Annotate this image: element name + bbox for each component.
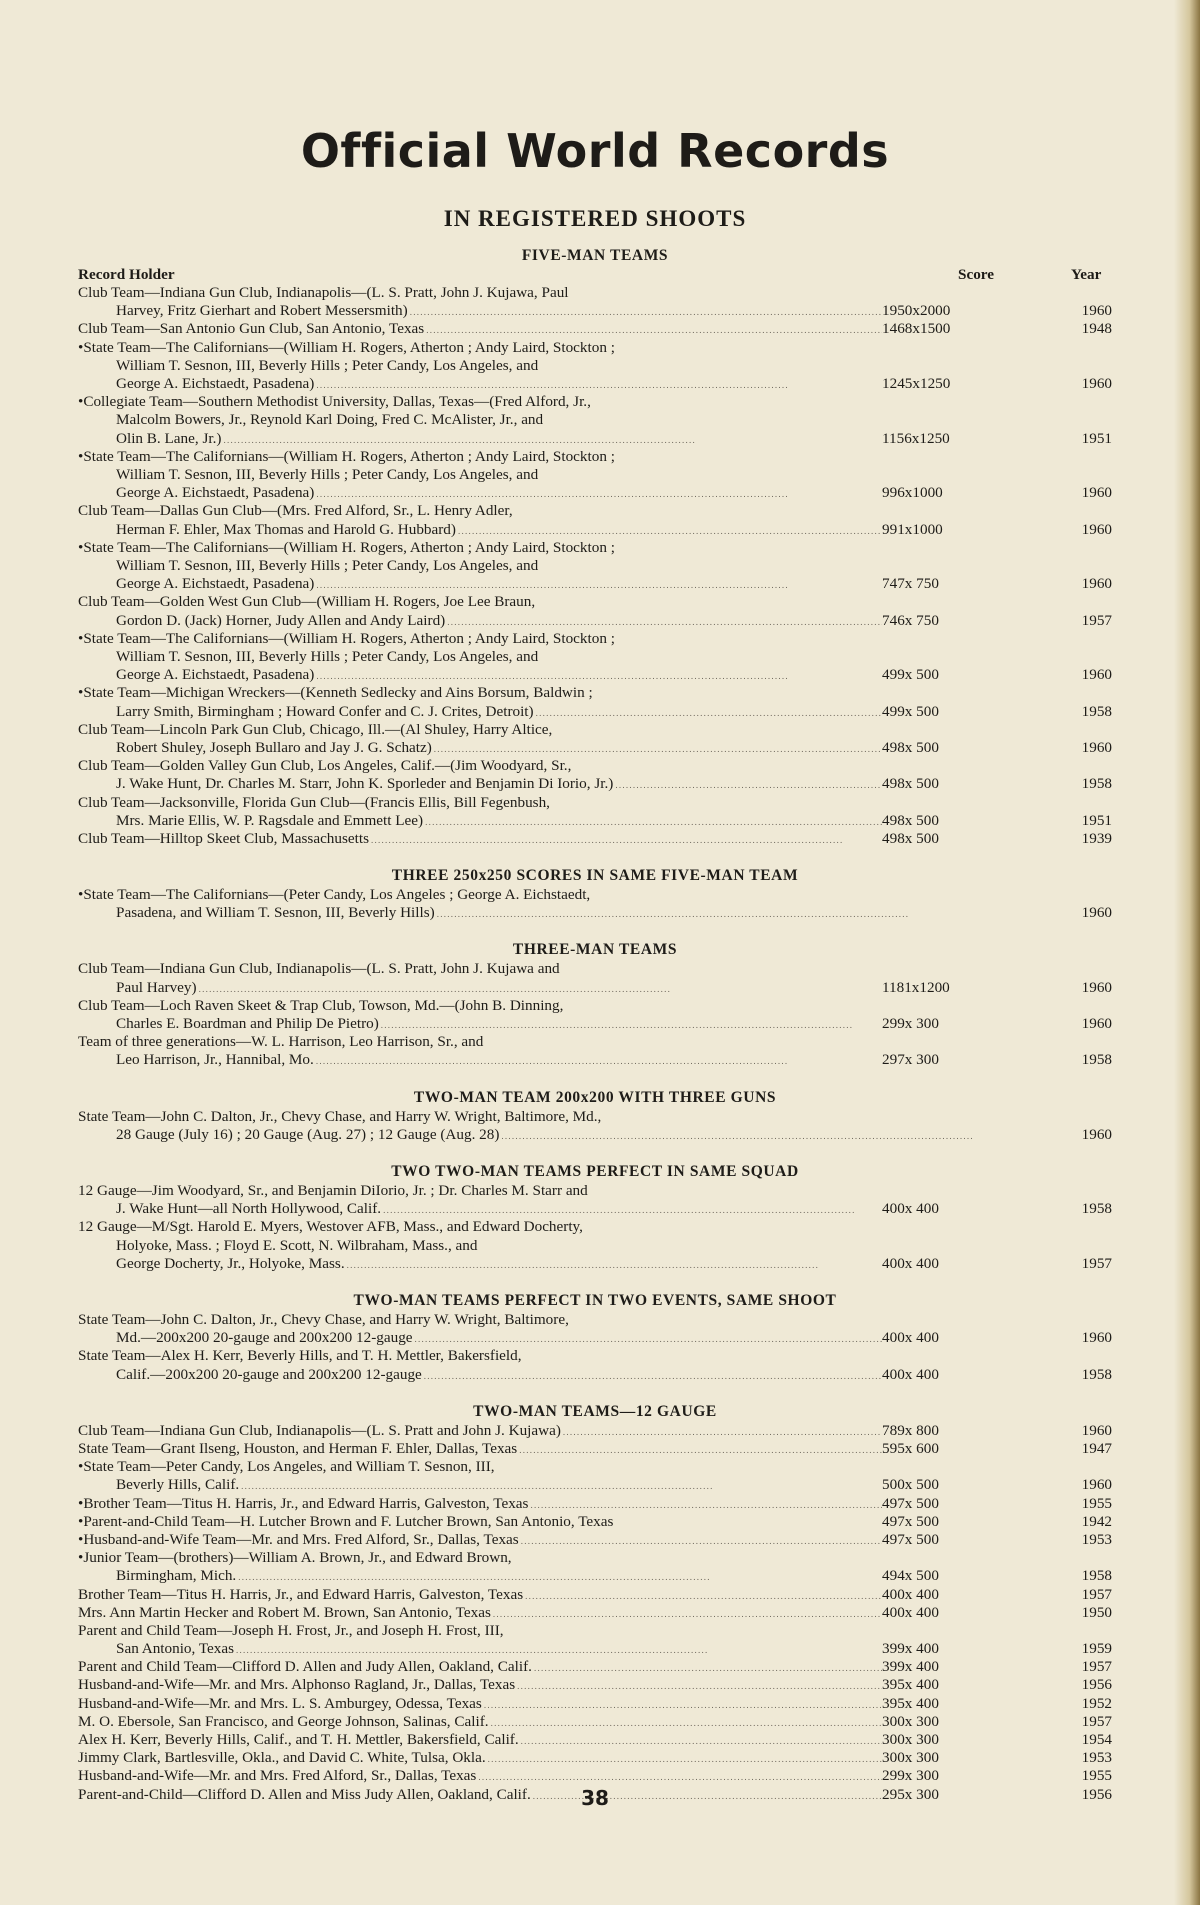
record-score: 399x 400 — [882, 1658, 939, 1676]
record-score-year — [882, 1604, 1112, 1622]
record-score-year — [882, 1440, 1112, 1458]
record-entry — [78, 794, 1112, 830]
record-year: 1953 — [1081, 1749, 1112, 1767]
record-holder-text: Club Team—Indiana Gun Club, Indianapolis—(L. S. Pratt, John J. Kujawa and — [78, 960, 560, 978]
record-year: 1951 — [1081, 429, 1112, 447]
record-score-year — [882, 775, 1112, 793]
record-score: 299x 300 — [882, 1767, 939, 1785]
record-year: 1952 — [1081, 1694, 1112, 1712]
section-gap — [78, 1070, 1112, 1088]
record-year: 1954 — [1081, 1731, 1112, 1749]
record-holder-text: Husband-and-Wife—Mr. and Mrs. Fred Alford, Sr., Dallas, Texas . . . — [78, 1767, 882, 1785]
record-holder-text: Brother Team—Titus H. Harris, Jr., and Edward Harris, Galveston, Texas . . . — [78, 1586, 882, 1604]
record-holder-text: •Brother Team—Titus H. Harris, Jr., and Edward Harris, Galveston, Texas . . . — [78, 1495, 882, 1513]
record-score-year — [882, 1749, 1112, 1767]
record-score: 400x 400 — [882, 1585, 939, 1603]
record-score: 400x 400 — [882, 1365, 939, 1383]
record-year: 1960 — [1081, 904, 1112, 922]
record-entry — [78, 1513, 1112, 1531]
record-holder-text: 12 Gauge—Jim Woodyard, Sr., and Benjamin DiIorio, Jr. ; Dr. Charles M. Starr and — [78, 1182, 588, 1200]
record-holder-continuation: 28 Gauge (July 16) ; 20 Gauge (Aug. 27) ; 12 Gauge (Aug. 28) . . . — [78, 1126, 1072, 1144]
record-year: 1956 — [1081, 1785, 1112, 1803]
record-year: 1951 — [1081, 811, 1112, 829]
section-heading: TWO TWO-MAN TEAMS PERFECT IN SAME SQUAD — [391, 1163, 799, 1181]
record-year: 1960 — [1081, 302, 1112, 320]
record-score: 400x 400 — [882, 1329, 939, 1347]
record-year: 1950 — [1081, 1603, 1112, 1621]
record-score: 399x 400 — [882, 1640, 939, 1658]
record-year: 1960 — [1081, 1476, 1112, 1494]
record-entry — [78, 1108, 1112, 1144]
record-holder-text: Club Team—Jacksonville, Florida Gun Club—(Francis Ellis, Bill Fegenbush, — [78, 793, 550, 811]
record-holder-continuation: George A. Eichstaedt, Pasadena) . . . — [78, 375, 882, 393]
record-holder-continuation: Charles E. Boardman and Philip De Pietro) . . . — [78, 1015, 882, 1033]
record-holder-continuation: Leo Harrison, Jr., Hannibal, Mo. . . . — [78, 1051, 882, 1069]
record-year: 1958 — [1081, 775, 1112, 793]
record-entry — [78, 1622, 1112, 1658]
record-holder-continuation: Herman F. Ehler, Max Thomas and Harold G. Hubbard) . . . — [78, 521, 882, 539]
record-year: 1960 — [1081, 738, 1112, 756]
record-year: 1953 — [1081, 1530, 1112, 1548]
record-holder-continuation: Paul Harvey) . . . — [78, 979, 882, 997]
record-year: 1958 — [1081, 1567, 1112, 1585]
record-score: 996x1000 — [882, 484, 943, 502]
record-year: 1939 — [1081, 829, 1112, 847]
record-score: 497x 500 — [882, 1530, 939, 1548]
record-holder-text: Alex H. Kerr, Beverly Hills, Calif., and T. H. Mettler, Bakersfield, Calif. . . . — [78, 1731, 882, 1749]
record-entry — [78, 997, 1112, 1033]
record-entry — [78, 1658, 1112, 1676]
record-score-year — [882, 612, 1112, 630]
record-holder-continuation: George A. Eichstaedt, Pasadena) . . . — [78, 575, 882, 593]
record-holder-text: •State Team—The Californians—(William H. Rogers, Atherton ; Andy Laird, Stockton ; — [78, 338, 615, 356]
page-subtitle: IN REGISTERED SHOOTS — [443, 206, 747, 231]
record-year: 1959 — [1081, 1640, 1112, 1658]
record-entry — [78, 1586, 1112, 1604]
record-holder-text: Husband-and-Wife—Mr. and Mrs. Alphonso Ragland, Jr., Dallas, Texas . . . — [78, 1676, 882, 1694]
record-holder-text: •State Team—The Californians—(William H. Rogers, Atherton ; Andy Laird, Stockton ; — [78, 538, 615, 556]
record-score: 300x 300 — [882, 1749, 939, 1767]
record-entry — [78, 320, 1112, 338]
record-holder-continuation: Calif.—200x200 20-gauge and 200x200 12-gauge . . . — [78, 1366, 882, 1384]
record-score: 498x 500 — [882, 738, 939, 756]
record-year: 1960 — [1081, 1421, 1112, 1439]
record-holder-text: 12 Gauge—M/Sgt. Harold E. Myers, Westover AFB, Mass., and Edward Docherty, — [78, 1218, 583, 1236]
record-holder-continuation: Md.—200x200 20-gauge and 200x200 12-gauge . . . — [78, 1329, 882, 1347]
record-holder-text: Parent and Child Team—Joseph H. Frost, Jr., and Joseph H. Frost, III, — [78, 1621, 504, 1639]
record-entry — [78, 1422, 1112, 1440]
record-year: 1958 — [1081, 1051, 1112, 1069]
record-score: 299x 300 — [882, 1015, 939, 1033]
record-score: 1156x1250 — [882, 429, 950, 447]
record-holder-text: Parent and Child Team—Clifford D. Allen and Judy Allen, Oakland, Calif. . . . — [78, 1658, 882, 1676]
record-entry — [78, 1604, 1112, 1622]
record-score: 295x 300 — [882, 1785, 939, 1803]
record-score-year — [882, 375, 1112, 393]
record-score: 746x 750 — [882, 611, 939, 629]
record-year: 1955 — [1081, 1494, 1112, 1512]
record-score: 991x1000 — [882, 520, 943, 538]
record-holder-continuation: William T. Sesnon, III, Beverly Hills ; Peter Candy, Los Angeles, and — [116, 556, 539, 574]
record-score-year — [882, 1495, 1112, 1513]
record-holder-continuation: Beverly Hills, Calif. . . . — [78, 1476, 882, 1494]
record-score: 300x 300 — [882, 1731, 939, 1749]
section-gap — [78, 1273, 1112, 1291]
record-entry — [78, 502, 1112, 538]
record-holder-continuation: J. Wake Hunt—all North Hollywood, Calif. . . . — [78, 1200, 882, 1218]
record-score: 494x 500 — [882, 1567, 939, 1585]
record-holder-continuation: Mrs. Marie Ellis, W. P. Ragsdale and Emmett Lee) . . . — [78, 812, 882, 830]
record-score-year — [882, 484, 1112, 502]
record-score-year — [882, 1586, 1112, 1604]
record-holder-text: M. O. Ebersole, San Francisco, and George Johnson, Salinas, Calif. . . . — [78, 1713, 882, 1731]
record-score: 400x 400 — [882, 1254, 939, 1272]
record-score: 789x 800 — [882, 1421, 939, 1439]
record-score-year — [882, 521, 1112, 539]
record-entry — [78, 1749, 1112, 1767]
document-page — [78, 0, 1112, 1905]
record-entry — [78, 960, 1112, 996]
record-holder-continuation: J. Wake Hunt, Dr. Charles M. Starr, John K. Sporleder and Benjamin Di Iorio, Jr.) . . . — [78, 775, 882, 793]
column-header-year: Year — [1071, 266, 1102, 283]
record-year: 1942 — [1081, 1512, 1112, 1530]
record-score: 498x 500 — [882, 829, 939, 847]
record-entry — [78, 1033, 1112, 1069]
record-holder-text: •State Team—The Californians—(Peter Candy, Los Angeles ; George A. Eichstaedt, — [78, 886, 591, 904]
section-heading: THREE 250x250 SCORES IN SAME FIVE-MAN TEAM — [391, 867, 799, 885]
section-heading: FIVE-MAN TEAMS — [521, 247, 669, 264]
column-header-score: Score — [958, 266, 994, 283]
page-title: Official World Records — [300, 124, 890, 178]
record-holder-continuation: Larry Smith, Birmingham ; Howard Confer and C. J. Crites, Detroit) . . . — [78, 703, 882, 721]
record-holder-text: •State Team—Peter Candy, Los Angeles, and William T. Sesnon, III, — [78, 1458, 495, 1476]
record-entry — [78, 539, 1112, 594]
record-score-year — [882, 1051, 1112, 1069]
record-year: 1957 — [1081, 1254, 1112, 1272]
record-entry — [78, 1182, 1112, 1218]
record-score-year — [882, 1255, 1112, 1273]
record-score-year — [882, 1713, 1112, 1731]
record-entry — [78, 1311, 1112, 1347]
record-year: 1958 — [1081, 1200, 1112, 1218]
record-score-year — [882, 1767, 1112, 1785]
record-holder-text: •Collegiate Team—Southern Methodist University, Dallas, Texas—(Fred Alford, Jr., — [78, 393, 591, 411]
record-score-year — [882, 302, 1112, 320]
record-score-year — [882, 1476, 1112, 1494]
section-gap — [78, 1144, 1112, 1162]
record-score: 1468x1500 — [882, 320, 951, 338]
record-year: 1955 — [1081, 1767, 1112, 1785]
record-score-year — [882, 812, 1112, 830]
record-score: 498x 500 — [882, 775, 939, 793]
record-year: 1960 — [1081, 520, 1112, 538]
section-gap — [78, 922, 1112, 940]
record-holder-text: Team of three generations—W. L. Harrison, Leo Harrison, Sr., and — [78, 1033, 484, 1051]
record-score-year — [882, 739, 1112, 757]
record-score: 499x 500 — [882, 666, 939, 684]
record-score-year — [882, 1695, 1112, 1713]
record-year: 1957 — [1081, 1712, 1112, 1730]
record-holder-text: Club Team—Golden Valley Gun Club, Los Angeles, Calif.—(Jim Woodyard, Sr., — [78, 757, 572, 775]
section-heading: TWO-MAN TEAMS PERFECT IN TWO EVENTS, SAME SHOOT — [353, 1292, 837, 1310]
record-score-year — [882, 1366, 1112, 1384]
record-score-year — [882, 1513, 1112, 1531]
section-gap — [78, 1384, 1112, 1402]
column-header-row — [78, 266, 1112, 284]
record-holder-continuation: Olin B. Lane, Jr.) . . . — [78, 430, 882, 448]
record-holder-text: State Team—John C. Dalton, Jr., Chevy Chase, and Harry W. Wright, Baltimore, — [78, 1311, 569, 1329]
record-holder-continuation: Birmingham, Mich. . . . — [78, 1567, 882, 1585]
record-score-year — [1072, 1126, 1112, 1144]
record-year: 1960 — [1081, 575, 1112, 593]
record-holder-text: •State Team—The Californians—(William H. Rogers, Atherton ; Andy Laird, Stockton ; — [78, 629, 615, 647]
record-entry — [78, 1440, 1112, 1458]
record-score: 395x 400 — [882, 1694, 939, 1712]
record-entry — [78, 448, 1112, 503]
record-holder-text: State Team—John C. Dalton, Jr., Chevy Chase, and Harry W. Wright, Baltimore, Md., — [78, 1107, 602, 1125]
page-spine-shadow — [1174, 0, 1200, 1905]
record-score: 499x 500 — [882, 702, 939, 720]
record-score: 1950x2000 — [882, 302, 951, 320]
page-number: 38 — [581, 1786, 609, 1810]
section-heading: THREE-MAN TEAMS — [512, 941, 678, 959]
record-score-year — [882, 979, 1112, 997]
record-entry — [78, 593, 1112, 629]
record-holder-text: State Team—Alex H. Kerr, Beverly Hills, and T. H. Mettler, Bakersfield, — [78, 1347, 522, 1365]
record-holder-text: Club Team—Dallas Gun Club—(Mrs. Fred Alford, Sr., L. Henry Adler, — [78, 502, 513, 520]
record-score-year — [1072, 904, 1112, 922]
record-score-year — [882, 1015, 1112, 1033]
record-holder-text: •Husband-and-Wife Team—Mr. and Mrs. Fred Alford, Sr., Dallas, Texas . . . — [78, 1531, 882, 1549]
record-year: 1957 — [1081, 1585, 1112, 1603]
record-holder-continuation: San Antonio, Texas . . . — [78, 1640, 882, 1658]
record-score-year — [882, 1567, 1112, 1585]
record-entry — [78, 886, 1112, 922]
record-score-year — [882, 1731, 1112, 1749]
record-holder-text: Jimmy Clark, Bartlesville, Okla., and David C. White, Tulsa, Okla. . . . — [78, 1749, 882, 1767]
record-holder-text: Mrs. Ann Martin Hecker and Robert M. Brown, San Antonio, Texas . . . — [78, 1604, 882, 1622]
record-holder-text: Club Team—Loch Raven Skeet & Trap Club, Towson, Md.—(John B. Dinning, — [78, 996, 564, 1014]
record-entry — [78, 1731, 1112, 1749]
record-entry — [78, 393, 1112, 448]
record-entry — [78, 284, 1112, 320]
record-year: 1957 — [1081, 1658, 1112, 1676]
record-entry — [78, 1713, 1112, 1731]
record-holder-continuation: William T. Sesnon, III, Beverly Hills ; Peter Candy, Los Angeles, and — [116, 356, 539, 374]
record-entry — [78, 1347, 1112, 1383]
record-entry — [78, 1676, 1112, 1694]
record-score-year — [882, 1422, 1112, 1440]
record-score: 595x 600 — [882, 1439, 939, 1457]
record-entry — [78, 721, 1112, 757]
record-score: 400x 400 — [882, 1603, 939, 1621]
record-year: 1960 — [1081, 1125, 1112, 1143]
record-holder-continuation: Gordon D. (Jack) Horner, Judy Allen and Andy Laird) . . . — [78, 612, 882, 630]
record-year: 1960 — [1081, 978, 1112, 996]
record-holder-continuation: Malcolm Bowers, Jr., Reynold Karl Doing, Fred C. McAlister, Jr., and — [116, 411, 544, 429]
record-holder-text: Club Team—Indiana Gun Club, Indianapolis—(L. S. Pratt and John J. Kujawa) . . . — [78, 1422, 882, 1440]
record-year: 1960 — [1081, 1015, 1112, 1033]
record-entry — [78, 339, 1112, 394]
record-entry — [78, 1218, 1112, 1273]
record-holder-text: Club Team—Golden West Gun Club—(William H. Rogers, Joe Lee Braun, — [78, 593, 536, 611]
record-score: 1245x1250 — [882, 374, 951, 392]
record-holder-text: Parent-and-Child—Clifford D. Allen and Miss Judy Allen, Oakland, Calif. . . . — [78, 1786, 882, 1804]
record-score-year — [882, 1676, 1112, 1694]
record-holder-text: •State Team—The Californians—(William H. Rogers, Atherton ; Andy Laird, Stockton ; — [78, 447, 615, 465]
record-score-year — [882, 1640, 1112, 1658]
record-holder-text: Club Team—Lincoln Park Gun Club, Chicago, Ill.—(Al Shuley, Harry Altice, — [78, 720, 553, 738]
record-year: 1960 — [1081, 484, 1112, 502]
record-holder-continuation: George Docherty, Jr., Holyoke, Mass. . . . — [78, 1255, 882, 1273]
record-score: 498x 500 — [882, 811, 939, 829]
record-holder-continuation: William T. Sesnon, III, Beverly Hills ; Peter Candy, Los Angeles, and — [116, 647, 539, 665]
record-entry — [78, 630, 1112, 685]
record-holder-continuation: William T. Sesnon, III, Beverly Hills ; Peter Candy, Los Angeles, and — [116, 465, 539, 483]
record-year: 1958 — [1081, 702, 1112, 720]
record-score-year — [882, 575, 1112, 593]
record-holder-continuation: Robert Shuley, Joseph Bullaro and Jay J. G. Schatz) . . . — [78, 739, 882, 757]
record-year: 1960 — [1081, 1329, 1112, 1347]
record-score: 497x 500 — [882, 1494, 939, 1512]
record-entry — [78, 830, 1112, 848]
record-score: 747x 750 — [882, 575, 939, 593]
record-score: 500x 500 — [882, 1476, 939, 1494]
record-holder-text: •State Team—Michigan Wreckers—(Kenneth Sedlecky and Ains Borsum, Baldwin ; — [78, 684, 593, 702]
record-score: 400x 400 — [882, 1200, 939, 1218]
record-entry — [78, 1695, 1112, 1713]
record-score: 297x 300 — [882, 1051, 939, 1069]
record-score-year — [882, 666, 1112, 684]
record-year: 1947 — [1081, 1439, 1112, 1457]
record-entry — [78, 1549, 1112, 1585]
record-score: 395x 400 — [882, 1676, 939, 1694]
record-entry — [78, 684, 1112, 720]
record-holder-text: Club Team—San Antonio Gun Club, San Antonio, Texas . . . — [78, 320, 882, 338]
record-holder-continuation: George A. Eichstaedt, Pasadena) . . . — [78, 666, 882, 684]
record-year: 1957 — [1081, 611, 1112, 629]
record-score-year — [882, 703, 1112, 721]
record-score: 1181x1200 — [882, 978, 950, 996]
column-header-holder: Record Holder — [78, 266, 175, 283]
record-score-year — [882, 1200, 1112, 1218]
record-holder-text: Club Team—Hilltop Skeet Club, Massachusetts . . . — [78, 830, 882, 848]
record-entry — [78, 1767, 1112, 1785]
record-score-year — [882, 1658, 1112, 1676]
record-score-year — [882, 320, 1112, 338]
record-score-year — [882, 1329, 1112, 1347]
record-holder-text: Husband-and-Wife—Mr. and Mrs. L. S. Amburgey, Odessa, Texas . . . — [78, 1695, 882, 1713]
record-holder-continuation: Holyoke, Mass. ; Floyd E. Scott, N. Wilbraham, Mass., and — [116, 1236, 478, 1254]
record-holder-text: Club Team—Indiana Gun Club, Indianapolis—(L. S. Pratt, John J. Kujawa, Paul — [78, 284, 569, 301]
records-list — [78, 246, 1112, 1804]
record-holder-text: State Team—Grant Ilseng, Houston, and Herman F. Ehler, Dallas, Texas . . . — [78, 1440, 882, 1458]
record-holder-continuation: Pasadena, and William T. Sesnon, III, Beverly Hills) . . . — [78, 904, 1072, 922]
section-heading: TWO-MAN TEAM 200x200 WITH THREE GUNS — [413, 1088, 777, 1106]
record-year: 1960 — [1081, 666, 1112, 684]
record-entry — [78, 757, 1112, 793]
record-score-year — [882, 1531, 1112, 1549]
record-year: 1948 — [1081, 320, 1112, 338]
record-score-year — [882, 430, 1112, 448]
record-entry — [78, 1458, 1112, 1494]
section-heading: TWO-MAN TEAMS—12 GAUGE — [473, 1402, 717, 1420]
record-holder-text: •Junior Team—(brothers)—William A. Brown, Jr., and Edward Brown, — [78, 1549, 512, 1567]
record-holder-continuation: Harvey, Fritz Gierhart and Robert Messersmith) . . . — [78, 302, 882, 320]
record-year: 1958 — [1081, 1365, 1112, 1383]
record-score: 300x 300 — [882, 1712, 939, 1730]
record-entry — [78, 1531, 1112, 1549]
record-holder-text: •Parent-and-Child Team—H. Lutcher Brown and F. Lutcher Brown, San Antonio, Texas — [78, 1512, 614, 1530]
record-holder-continuation: George A. Eichstaedt, Pasadena) . . . — [78, 484, 882, 502]
section-gap — [78, 848, 1112, 866]
record-score: 497x 500 — [882, 1512, 939, 1530]
record-score-year — [882, 830, 1112, 848]
record-entry — [78, 1495, 1112, 1513]
record-year: 1960 — [1081, 374, 1112, 392]
record-year: 1956 — [1081, 1676, 1112, 1694]
